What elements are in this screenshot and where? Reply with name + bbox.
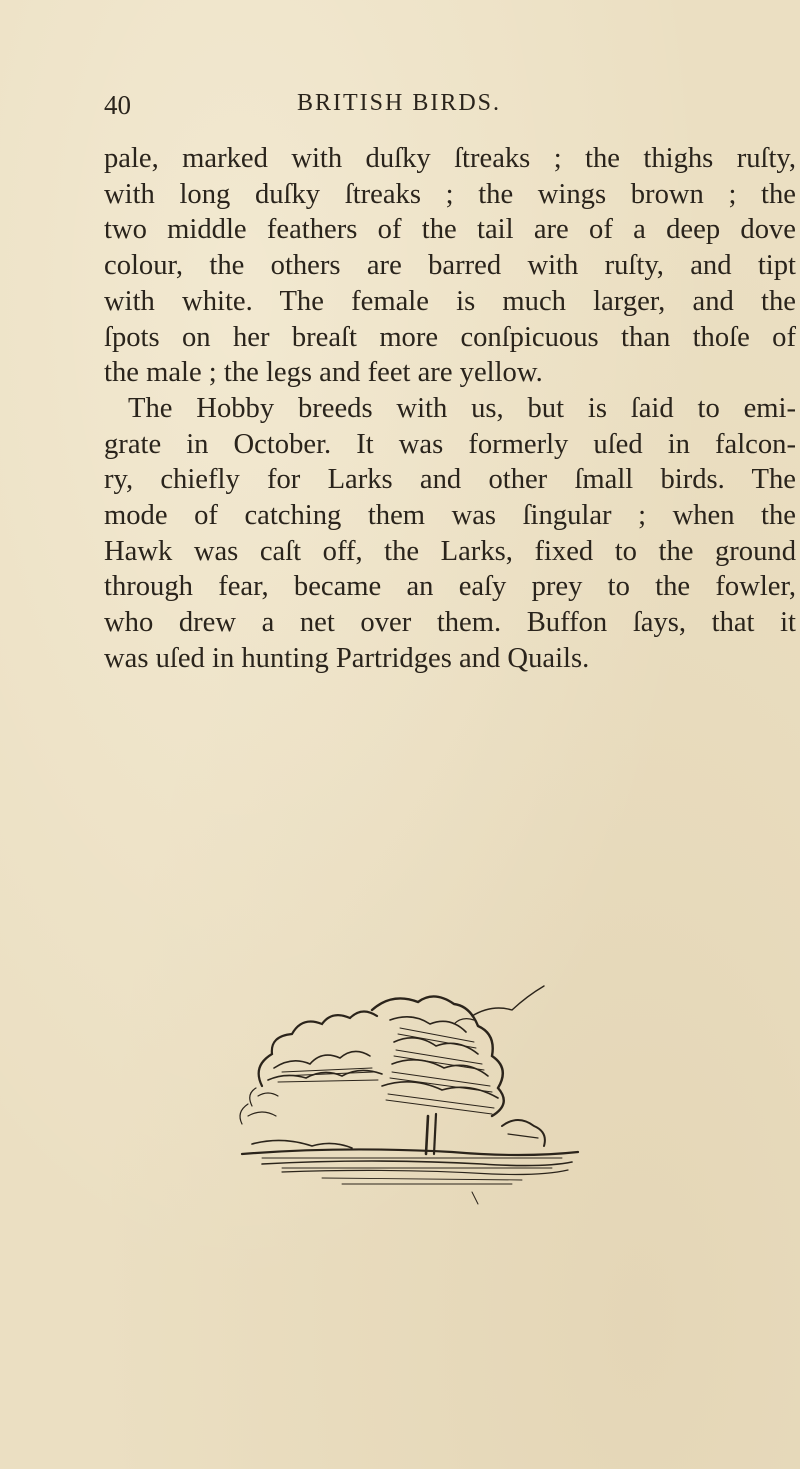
text-line: who drew a net over them. Buffon ſays, that it [104,607,796,639]
text-line: pale, marked with duſky ſtreaks ; the thighs ruſty, [104,143,796,174]
running-title: BRITISH BIRDS. [296,90,502,116]
page-number: 40 [104,90,131,120]
text-line: with long duſky ſtreaks ; the wings brown ; the [104,178,796,210]
running-head [104,90,694,126]
text-line: grate in October. It was formerly uſed in falcon- [104,428,796,460]
text-line: was uſed in hunting Partridges and Quails. [104,642,590,674]
text-line: mode of catching them was ſingular ; when the [104,500,796,532]
text-line: The Hobby breeds with us, but is ſaid to emi- [128,392,796,424]
text-line: Hawk was caſt off, the Larks, fixed to the ground [104,535,796,567]
text-line: the male ; the legs and feet are yellow. [104,357,543,389]
text-line: ry, chiefly for Larks and other ſmall birds. The [104,464,796,496]
text-line: ſpots on her breaſt more conſpicuous than thoſe of [104,321,796,353]
landscape-vignette-illustration [222,976,592,1206]
text-line: colour, the others are barred with ruſty, and tipt [104,250,796,282]
text-line: through fear, became an eaſy prey to the fowler, [104,571,796,603]
text-line: with white. The female is much larger, and the [104,285,796,317]
text-line: two middle feathers of the tail are of a deep dove [104,214,796,246]
body-text [104,141,796,677]
